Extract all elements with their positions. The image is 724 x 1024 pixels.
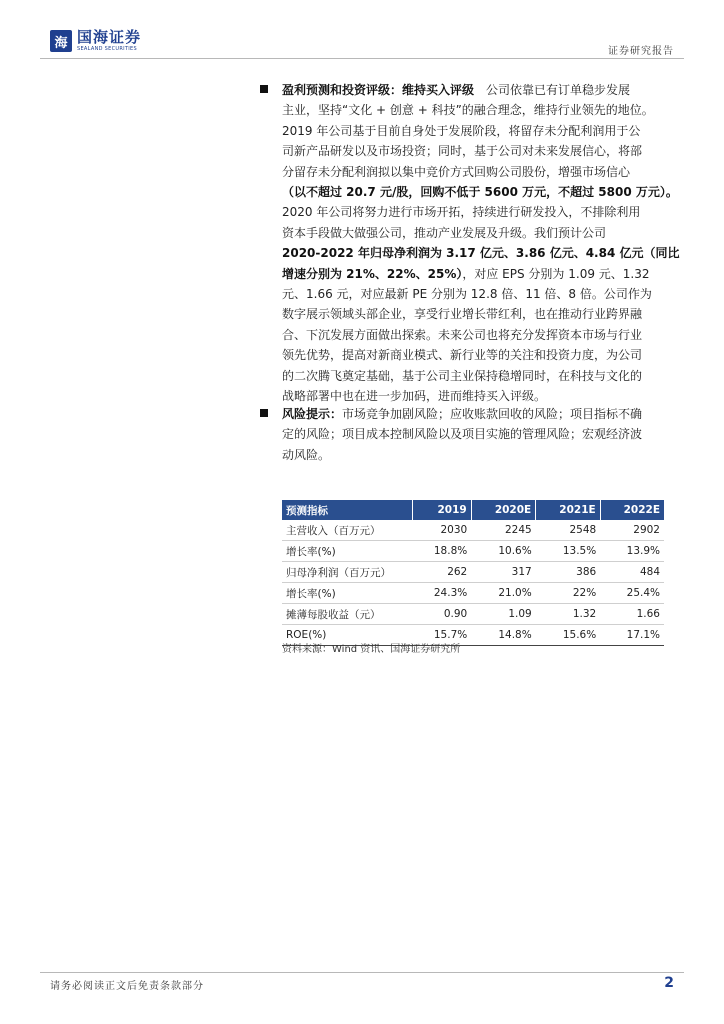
plain-text: 元、1.66 元，对应最新 PE 分别为 12.8 倍、11 倍、8 倍。公司作为: [282, 287, 652, 302]
plain-text: 的二次腾飞奠定基础，基于公司主业保持稳增同时，在科技与文化的: [282, 368, 643, 383]
plain-text: 动风险。: [282, 447, 331, 462]
table-cell: 归母净利润（百万元）: [282, 562, 413, 583]
table-cell: 2902: [600, 520, 664, 541]
plain-text: 领先优势，提高对新商业模式、新行业等的关注和投资力度，为公司: [282, 348, 643, 363]
table-cell: 10.6%: [471, 541, 535, 562]
table-header-row: [282, 500, 664, 520]
table-row: [282, 583, 664, 604]
report-type-label: 证券研究报告: [608, 46, 674, 57]
bold-text: 风险提示：: [282, 407, 343, 421]
table-cell: 15.6%: [536, 625, 600, 646]
bold-text: 盈利预测和投资评级：维持买入评级: [282, 83, 475, 97]
company-logo: [50, 30, 141, 52]
text-line: [282, 121, 686, 141]
plain-text: 战略部署中也在进一步加码，进而维持买入评级。: [282, 389, 547, 404]
table-header-cell: 2020E: [471, 500, 535, 520]
plain-text: ，对应 EPS 分别为 1.09 元、1.32: [462, 266, 650, 281]
risk-paragraph: [282, 404, 686, 465]
text-line: [282, 223, 686, 243]
table-cell: 317: [471, 562, 535, 583]
table-cell: 摊薄每股收益（元）: [282, 604, 413, 625]
table-cell: 484: [600, 562, 664, 583]
plain-text: 市场竞争加剧风险；应收账款回收的风险；项目指标不确: [342, 407, 643, 421]
text-line: [282, 202, 686, 222]
table-cell: 13.9%: [600, 541, 664, 562]
text-line: [282, 445, 686, 465]
page-footer: [40, 972, 684, 992]
forecast-table: [282, 500, 664, 646]
bold-text: （以不超过 20.7 元/股，回购不低于 5600 万元，不超过 5800 万元）。: [282, 185, 678, 200]
table-cell: 2548: [536, 520, 600, 541]
table-header-cell: 2022E: [600, 500, 664, 520]
table-cell: 1.09: [471, 604, 535, 625]
table-cell: 2030: [413, 520, 472, 541]
table-cell: 1.66: [600, 604, 664, 625]
table-cell: 主营收入（百万元）: [282, 520, 413, 541]
plain-text: 分留存未分配利润拟以集中竞价方式回购公司股份，增强市场信心: [282, 164, 631, 179]
page-number: 2: [664, 975, 674, 991]
data-source-note: 资料来源：Wind 资讯、国海证券研究所: [282, 644, 461, 655]
table-cell: 25.4%: [600, 583, 664, 604]
text-line: [282, 100, 686, 120]
table-header-cell: 2021E: [536, 500, 600, 520]
table-cell: ROE(%): [282, 625, 413, 646]
text-line: [282, 325, 686, 345]
table-cell: 17.1%: [600, 625, 664, 646]
table-cell: 386: [536, 562, 600, 583]
bullet-square: [260, 409, 268, 417]
bold-text: 2020-2022 年归母净利润为 3.17 亿元、3.86 亿元、4.84 亿元（同比: [282, 246, 680, 261]
plain-text: 2019 年公司基于目前自身处于发展阶段，将留存未分配利润用于公: [282, 123, 641, 138]
bullet-square: [260, 85, 268, 93]
table-row: [282, 604, 664, 625]
table-header-cell: 预测指标: [282, 500, 413, 520]
text-line: [282, 304, 686, 324]
table-cell: 2245: [471, 520, 535, 541]
table-cell: 增长率(%): [282, 583, 413, 604]
page-header: [40, 28, 684, 59]
plain-text: 合、下沉发展方面做出探索。未来公司也将充分发挥资本市场与行业: [282, 327, 643, 342]
text-line: [282, 424, 686, 444]
plain-text: 数字展示领域头部企业，享受行业增长带红利，也在推动行业跨界融: [282, 307, 643, 322]
risk-text: [282, 404, 686, 465]
table-row: [282, 541, 664, 562]
table-header-cell: 2019: [413, 500, 472, 520]
table-row: [282, 520, 664, 541]
text-line: [282, 80, 686, 100]
logo-chinese-name: 国海证券: [77, 28, 142, 46]
table-cell: 13.5%: [536, 541, 600, 562]
plain-text: 司新产品研发以及市场投资；同时，基于公司对未来发展信心，将部: [282, 144, 643, 159]
text-line: [282, 162, 686, 182]
plain-text: 主业，坚持“文化 + 创意 + 科技”的融合理念，维持行业领先的地位。: [282, 103, 654, 118]
text-line: [282, 345, 686, 365]
table-cell: 24.3%: [413, 583, 472, 604]
table-cell: 21.0%: [471, 583, 535, 604]
table-cell: 22%: [536, 583, 600, 604]
text-line: [282, 141, 686, 161]
disclaimer-note: 请务必阅读正文后免责条款部分: [50, 981, 204, 992]
plain-text: 定的风险；项目成本控制风险以及项目实施的管理风险；宏观经济波: [282, 427, 643, 442]
table-cell: 262: [413, 562, 472, 583]
table-cell: 增长率(%): [282, 541, 413, 562]
plain-text: 2020 年公司将努力进行市场开拓，持续进行研发投入，不排除利用: [282, 205, 641, 220]
bold-text: 增速分别为 21%、22%、25%）: [282, 266, 463, 281]
plain-text: 公司依靠已有订单稳步发展: [474, 83, 631, 97]
text-line: [282, 264, 686, 284]
text-line: [282, 182, 686, 202]
table-row: [282, 562, 664, 583]
plain-text: 资本手段做大做强公司，推动产业发展及升级。我们预计公司: [282, 225, 607, 240]
table-cell: 15.7%: [413, 625, 472, 646]
logo-english-name: SEALAND SECURITIES: [77, 46, 137, 52]
text-line: [282, 404, 686, 424]
text-line: [282, 284, 686, 304]
rating-paragraph: [282, 80, 686, 407]
table-cell: 1.32: [536, 604, 600, 625]
rating-text: [282, 80, 686, 407]
text-line: [282, 243, 686, 263]
table-cell: 18.8%: [413, 541, 472, 562]
text-line: [282, 366, 686, 386]
logo-mark: 海: [50, 30, 72, 52]
table-cell: 0.90: [413, 604, 472, 625]
table-cell: 14.8%: [471, 625, 535, 646]
